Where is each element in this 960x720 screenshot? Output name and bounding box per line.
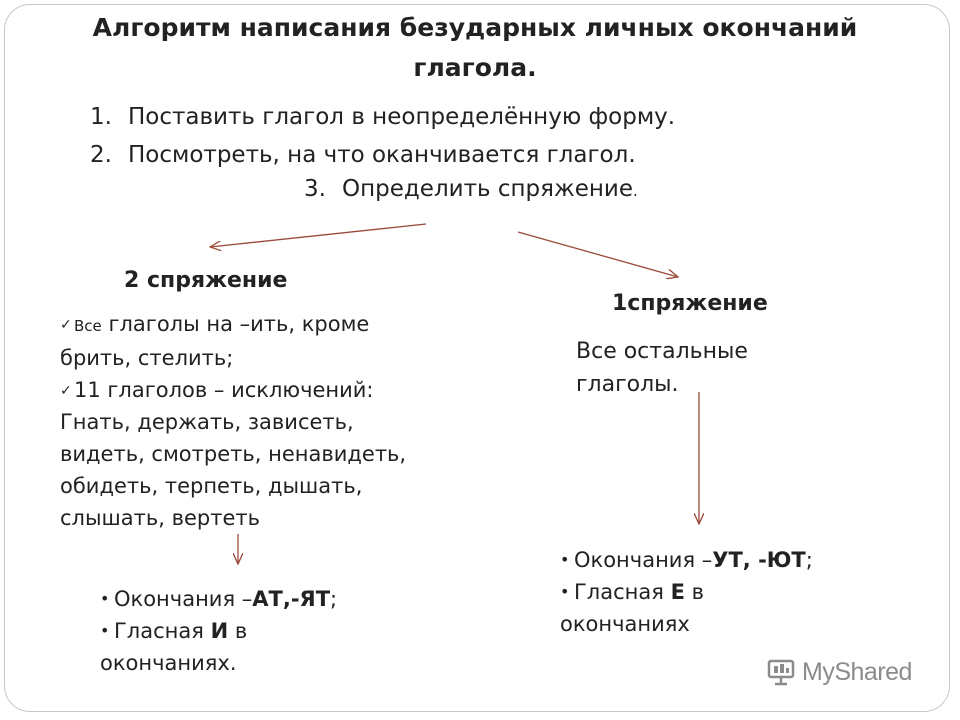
exception-verbs-line: Гнать, держать, зависеть, — [60, 410, 354, 434]
second-vowel-line2: окончаниях. — [100, 651, 237, 675]
check-icon: ✓ — [60, 317, 72, 333]
second-conjugation-heading: 2 спряжение — [124, 268, 288, 293]
exception-verbs-line: обидеть, терпеть, дышать, — [60, 474, 363, 498]
second-conjugation-rules — [60, 308, 460, 534]
first-endings-value: УТ, -ЮТ — [712, 548, 806, 572]
second-vowel-value: И — [210, 619, 229, 643]
presentation-icon — [766, 657, 796, 687]
check-icon: ✓ — [60, 383, 72, 399]
arrow-to-second-conjugation — [210, 224, 426, 247]
first-desc-line-1: Все остальные — [576, 339, 748, 364]
exception-verbs-line: видеть, смотреть, ненавидеть, — [60, 442, 407, 466]
step-2-text: Посмотреть, на что оканчивается глагол. — [128, 142, 636, 168]
title-line-2: глагола. — [413, 53, 537, 82]
first-vowel-line2: окончаниях — [560, 612, 690, 636]
first-vowel-value: Е — [670, 580, 685, 604]
rule-1-exceptions: брить, стелить; — [60, 346, 234, 370]
first-endings: • Окончания –УТ, -ЮТ; — [560, 544, 900, 576]
title-line-1: Алгоритм написания безударных личных окончаний — [92, 13, 858, 42]
rule-1-all: Все — [74, 317, 102, 335]
bullet-icon: • — [100, 621, 110, 640]
step-3-number: 3. — [304, 176, 326, 202]
first-vowel: • Гласная Е в — [560, 576, 900, 608]
step-1-number: 1. — [90, 104, 112, 130]
bullet-icon: • — [560, 582, 570, 601]
second-conjugation-result — [100, 583, 420, 679]
step-1-text: Поставить глагол в неопределённую форму. — [128, 104, 676, 130]
exception-verbs-line: слышать, вертеть — [60, 506, 260, 530]
second-endings-value: АТ,-ЯТ — [252, 587, 331, 611]
step-2-number: 2. — [90, 142, 112, 168]
bullet-icon: • — [100, 589, 110, 608]
rule-1-text: глаголы на –ить, кроме — [101, 312, 370, 336]
step-3-period: . — [632, 182, 638, 200]
first-conjugation-heading: 1спряжение — [612, 291, 768, 316]
myshared-logo — [766, 654, 912, 690]
first-conjugation-result — [560, 544, 900, 640]
arrow-to-first-conjugation — [518, 232, 678, 277]
second-endings: • Окончания –АТ,-ЯТ; — [100, 583, 420, 615]
step-3-text: Определить спряжение — [342, 176, 633, 202]
logo-text: MyShared — [802, 657, 912, 686]
rule-2-text: 11 глаголов – исключений: — [74, 378, 374, 402]
rule-ite-verbs — [60, 308, 460, 342]
first-conjugation-desc — [576, 335, 876, 401]
rule-exceptions — [60, 374, 460, 406]
second-vowel: • Гласная И в — [100, 615, 420, 647]
bullet-icon: • — [560, 550, 570, 569]
first-desc-line-2: глаголы. — [576, 372, 679, 397]
